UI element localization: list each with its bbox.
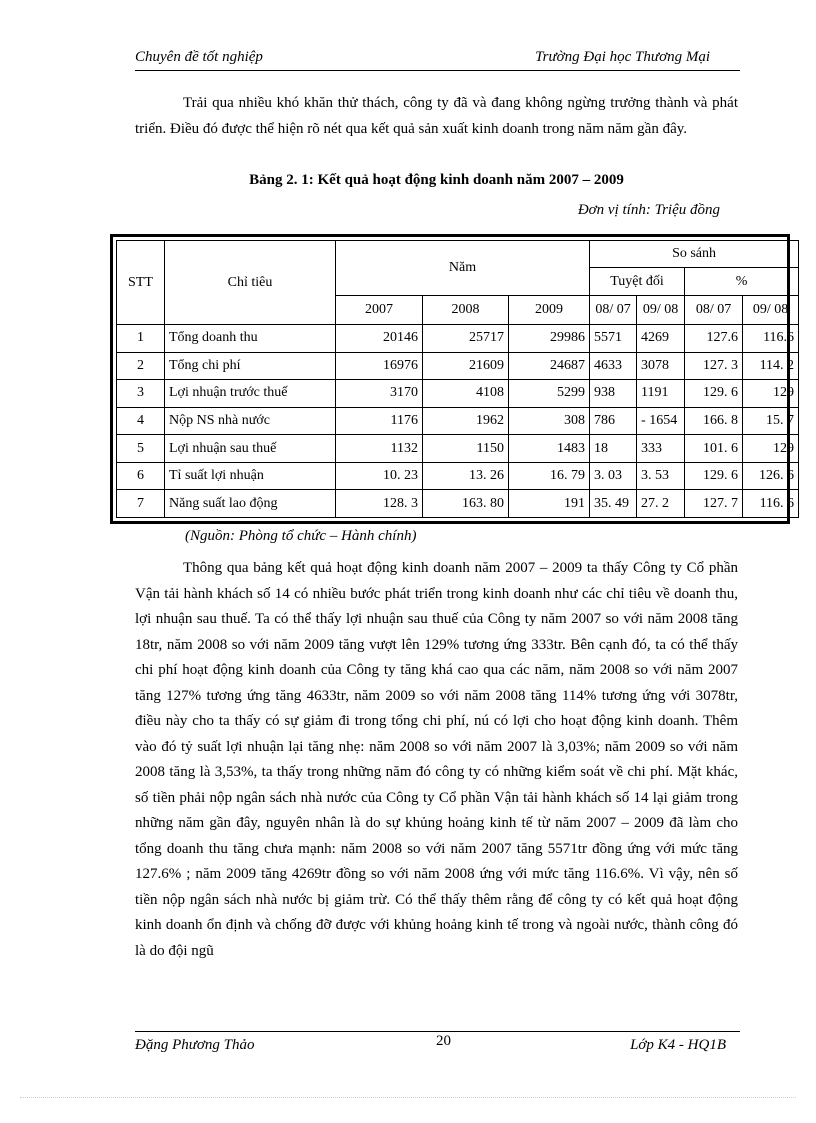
- header-stt: STT: [117, 241, 165, 325]
- cell-pct-09-08: 129: [743, 435, 799, 463]
- header-pct-09-08: 09/ 08: [743, 296, 799, 325]
- header-2008: 2008: [423, 296, 509, 325]
- cell-abs-09-08: 333: [637, 435, 685, 463]
- cell-2007: 3170: [336, 380, 423, 408]
- table-row: [117, 490, 799, 518]
- cell-indicator: Tổng doanh thu: [165, 325, 336, 353]
- table-row: [117, 407, 799, 435]
- cell-2008: 163. 80: [423, 490, 509, 518]
- cell-2009: 308: [509, 407, 590, 435]
- cell-abs-09-08: 27. 2: [637, 490, 685, 518]
- cell-2007: 10. 23: [336, 462, 423, 490]
- cell-indicator: Tổng chi phí: [165, 352, 336, 380]
- footer-author: Đặng Phương Thảo: [135, 1037, 255, 1053]
- header-percent: %: [685, 268, 799, 296]
- page-number: 20: [436, 1033, 451, 1049]
- cell-2009: 1483: [509, 435, 590, 463]
- cell-indicator: Năng suất lao động: [165, 490, 336, 518]
- header-comparison: So sánh: [590, 241, 799, 268]
- cell-pct-08-07: 129. 6: [685, 380, 743, 408]
- unit-note: Đơn vị tính: Triệu đồng: [577, 202, 720, 218]
- header-right: Trường Đại học Thương Mại: [535, 49, 710, 65]
- cell-2008: 4108: [423, 380, 509, 408]
- cell-abs-08-07: 35. 49: [590, 490, 637, 518]
- footer-divider: [135, 1031, 740, 1032]
- cell-pct-08-07: 127. 3: [685, 352, 743, 380]
- cell-stt: 4: [117, 407, 165, 435]
- cell-2009: 5299: [509, 380, 590, 408]
- page-edge-divider: [20, 1097, 796, 1098]
- cell-2007: 20146: [336, 325, 423, 353]
- table-row: [117, 352, 799, 380]
- cell-pct-09-08: 126. 6: [743, 462, 799, 490]
- cell-pct-09-08: 114. 2: [743, 352, 799, 380]
- header-abs-09-08: 09/ 08: [637, 296, 685, 325]
- results-table-frame: [110, 234, 795, 524]
- cell-2009: 16. 79: [509, 462, 590, 490]
- header-absolute: Tuyệt đối: [590, 268, 685, 296]
- cell-abs-08-07: 4633: [590, 352, 637, 380]
- footer-class: Lớp K4 - HQ1B: [630, 1037, 726, 1053]
- cell-pct-09-08: 116.6: [743, 325, 799, 353]
- cell-indicator: Lợi nhuận sau thuế: [165, 435, 336, 463]
- table-row: [117, 325, 799, 353]
- cell-abs-09-08: 1191: [637, 380, 685, 408]
- results-table: [116, 240, 799, 518]
- cell-2007: 128. 3: [336, 490, 423, 518]
- intro-paragraph: Trải qua nhiều khó khăn thử thách, công ty đã và đang không ngừng trưởng thành và phát triển. Điều đó được thể hiện rõ nét qua kết quả sản xuất kinh doanh trong năm năm gần đây.: [135, 95, 738, 137]
- cell-pct-09-08: 15. 7: [743, 407, 799, 435]
- header-2007: 2007: [336, 296, 423, 325]
- table-caption: Bảng 2. 1: Kết quả hoạt động kinh doanh năm 2007 – 2009: [249, 172, 624, 188]
- cell-indicator: Nộp NS nhà nước: [165, 407, 336, 435]
- cell-2007: 1176: [336, 407, 423, 435]
- cell-abs-08-07: 3. 03: [590, 462, 637, 490]
- cell-indicator: Lợi nhuận trước thuế: [165, 380, 336, 408]
- cell-2009: 29986: [509, 325, 590, 353]
- cell-stt: 2: [117, 352, 165, 380]
- table-row: [117, 380, 799, 408]
- header-abs-08-07: 08/ 07: [590, 296, 637, 325]
- header-year: Năm: [336, 241, 590, 296]
- cell-2007: 16976: [336, 352, 423, 380]
- cell-stt: 6: [117, 462, 165, 490]
- cell-pct-09-08: 129: [743, 380, 799, 408]
- cell-pct-08-07: 101. 6: [685, 435, 743, 463]
- cell-pct-08-07: 127. 7: [685, 490, 743, 518]
- header-pct-08-07: 08/ 07: [685, 296, 743, 325]
- header-left: Chuyên đề tốt nghiệp: [135, 49, 263, 65]
- header-divider: [135, 70, 740, 71]
- cell-pct-08-07: 166. 8: [685, 407, 743, 435]
- cell-abs-09-08: 4269: [637, 325, 685, 353]
- cell-abs-08-07: 18: [590, 435, 637, 463]
- cell-2009: 24687: [509, 352, 590, 380]
- table-row: [117, 462, 799, 490]
- cell-stt: 3: [117, 380, 165, 408]
- source-note: (Nguồn: Phòng tổ chức – Hành chính): [185, 528, 417, 544]
- cell-abs-08-07: 5571: [590, 325, 637, 353]
- cell-2007: 1132: [336, 435, 423, 463]
- cell-2008: 25717: [423, 325, 509, 353]
- header-2009: 2009: [509, 296, 590, 325]
- cell-stt: 5: [117, 435, 165, 463]
- cell-abs-09-08: - 1654: [637, 407, 685, 435]
- cell-2008: 1962: [423, 407, 509, 435]
- cell-pct-09-08: 116. 6: [743, 490, 799, 518]
- cell-pct-08-07: 129. 6: [685, 462, 743, 490]
- cell-abs-08-07: 786: [590, 407, 637, 435]
- cell-2008: 1150: [423, 435, 509, 463]
- analysis-paragraph: Thông qua bảng kết quả hoạt động kinh doanh năm 2007 – 2009 ta thấy Công ty Cổ phần Vận tải hành khách số 14 có nhiều bước phát triển trong kinh doanh như các chỉ tiêu về doanh thu, lợi nhuận sau thuế. Ta có thể thấy lợi nhuận sau thuế của Công ty năm 2007 so với năm 2008 tăng 18tr, năm 2008 so với năm 2009 tăng vượt lên 129% tương ứng 333tr. Bên cạnh đó, ta có thể thấy chi phí hoạt động kinh doanh của Công ty tăng khá cao qua các năm, năm 2008 so với năm 2007 tăng 127% tương ứng tăng 4633tr, năm 2009 so với năm 2008 tăng 114% tương ứng với 3078tr, điều này cho ta thấy có sự giảm đi trong tổng chi phí, nú có lợi cho hoạt động kinh doanh. Thêm vào đó tỷ suất lợi nhuận lại tăng nhẹ: năm 2008 so với năm 2007 là 3,03%; năm 2009 so với năm 2008 tăng là 3,53%, ta thấy trong những năm đó công ty có những kiểm soát về chi phí. Mặt khác, số tiền phải nộp ngân sách nhà nước của Công ty Cổ phần Vận tải hành khách số 14 lại giảm trong những năm gần đây, nguyên nhân là do sự khủng hoảng kinh tế từ năm 2007 – 2009 đã làm cho tổng doanh thu tăng chưa mạnh: năm 2008 so với năm 2007 tăng 5571tr đồng ứng với mức tăng 127.6% ; năm 2009 tăng 4269tr đồng so với năm 2008 ứng với mức tăng 116.6%. Vì vậy, nên số tiền nộp ngân sách nhà nước bị giảm trừ. Có thể thấy thêm rằng để công ty có kết quả hoạt động kinh doanh ổn định và chống đỡ được với khủng hoảng kinh tế trong và ngoài nước, thành công đó là do đội ngũ: [135, 560, 738, 959]
- cell-stt: 1: [117, 325, 165, 353]
- cell-2009: 191: [509, 490, 590, 518]
- cell-stt: 7: [117, 490, 165, 518]
- cell-abs-09-08: 3. 53: [637, 462, 685, 490]
- cell-pct-08-07: 127.6: [685, 325, 743, 353]
- table-row: [117, 435, 799, 463]
- cell-2008: 21609: [423, 352, 509, 380]
- cell-abs-09-08: 3078: [637, 352, 685, 380]
- cell-2008: 13. 26: [423, 462, 509, 490]
- cell-abs-08-07: 938: [590, 380, 637, 408]
- cell-indicator: Tỉ suất lợi nhuận: [165, 462, 336, 490]
- header-indicator: Chỉ tiêu: [165, 241, 336, 325]
